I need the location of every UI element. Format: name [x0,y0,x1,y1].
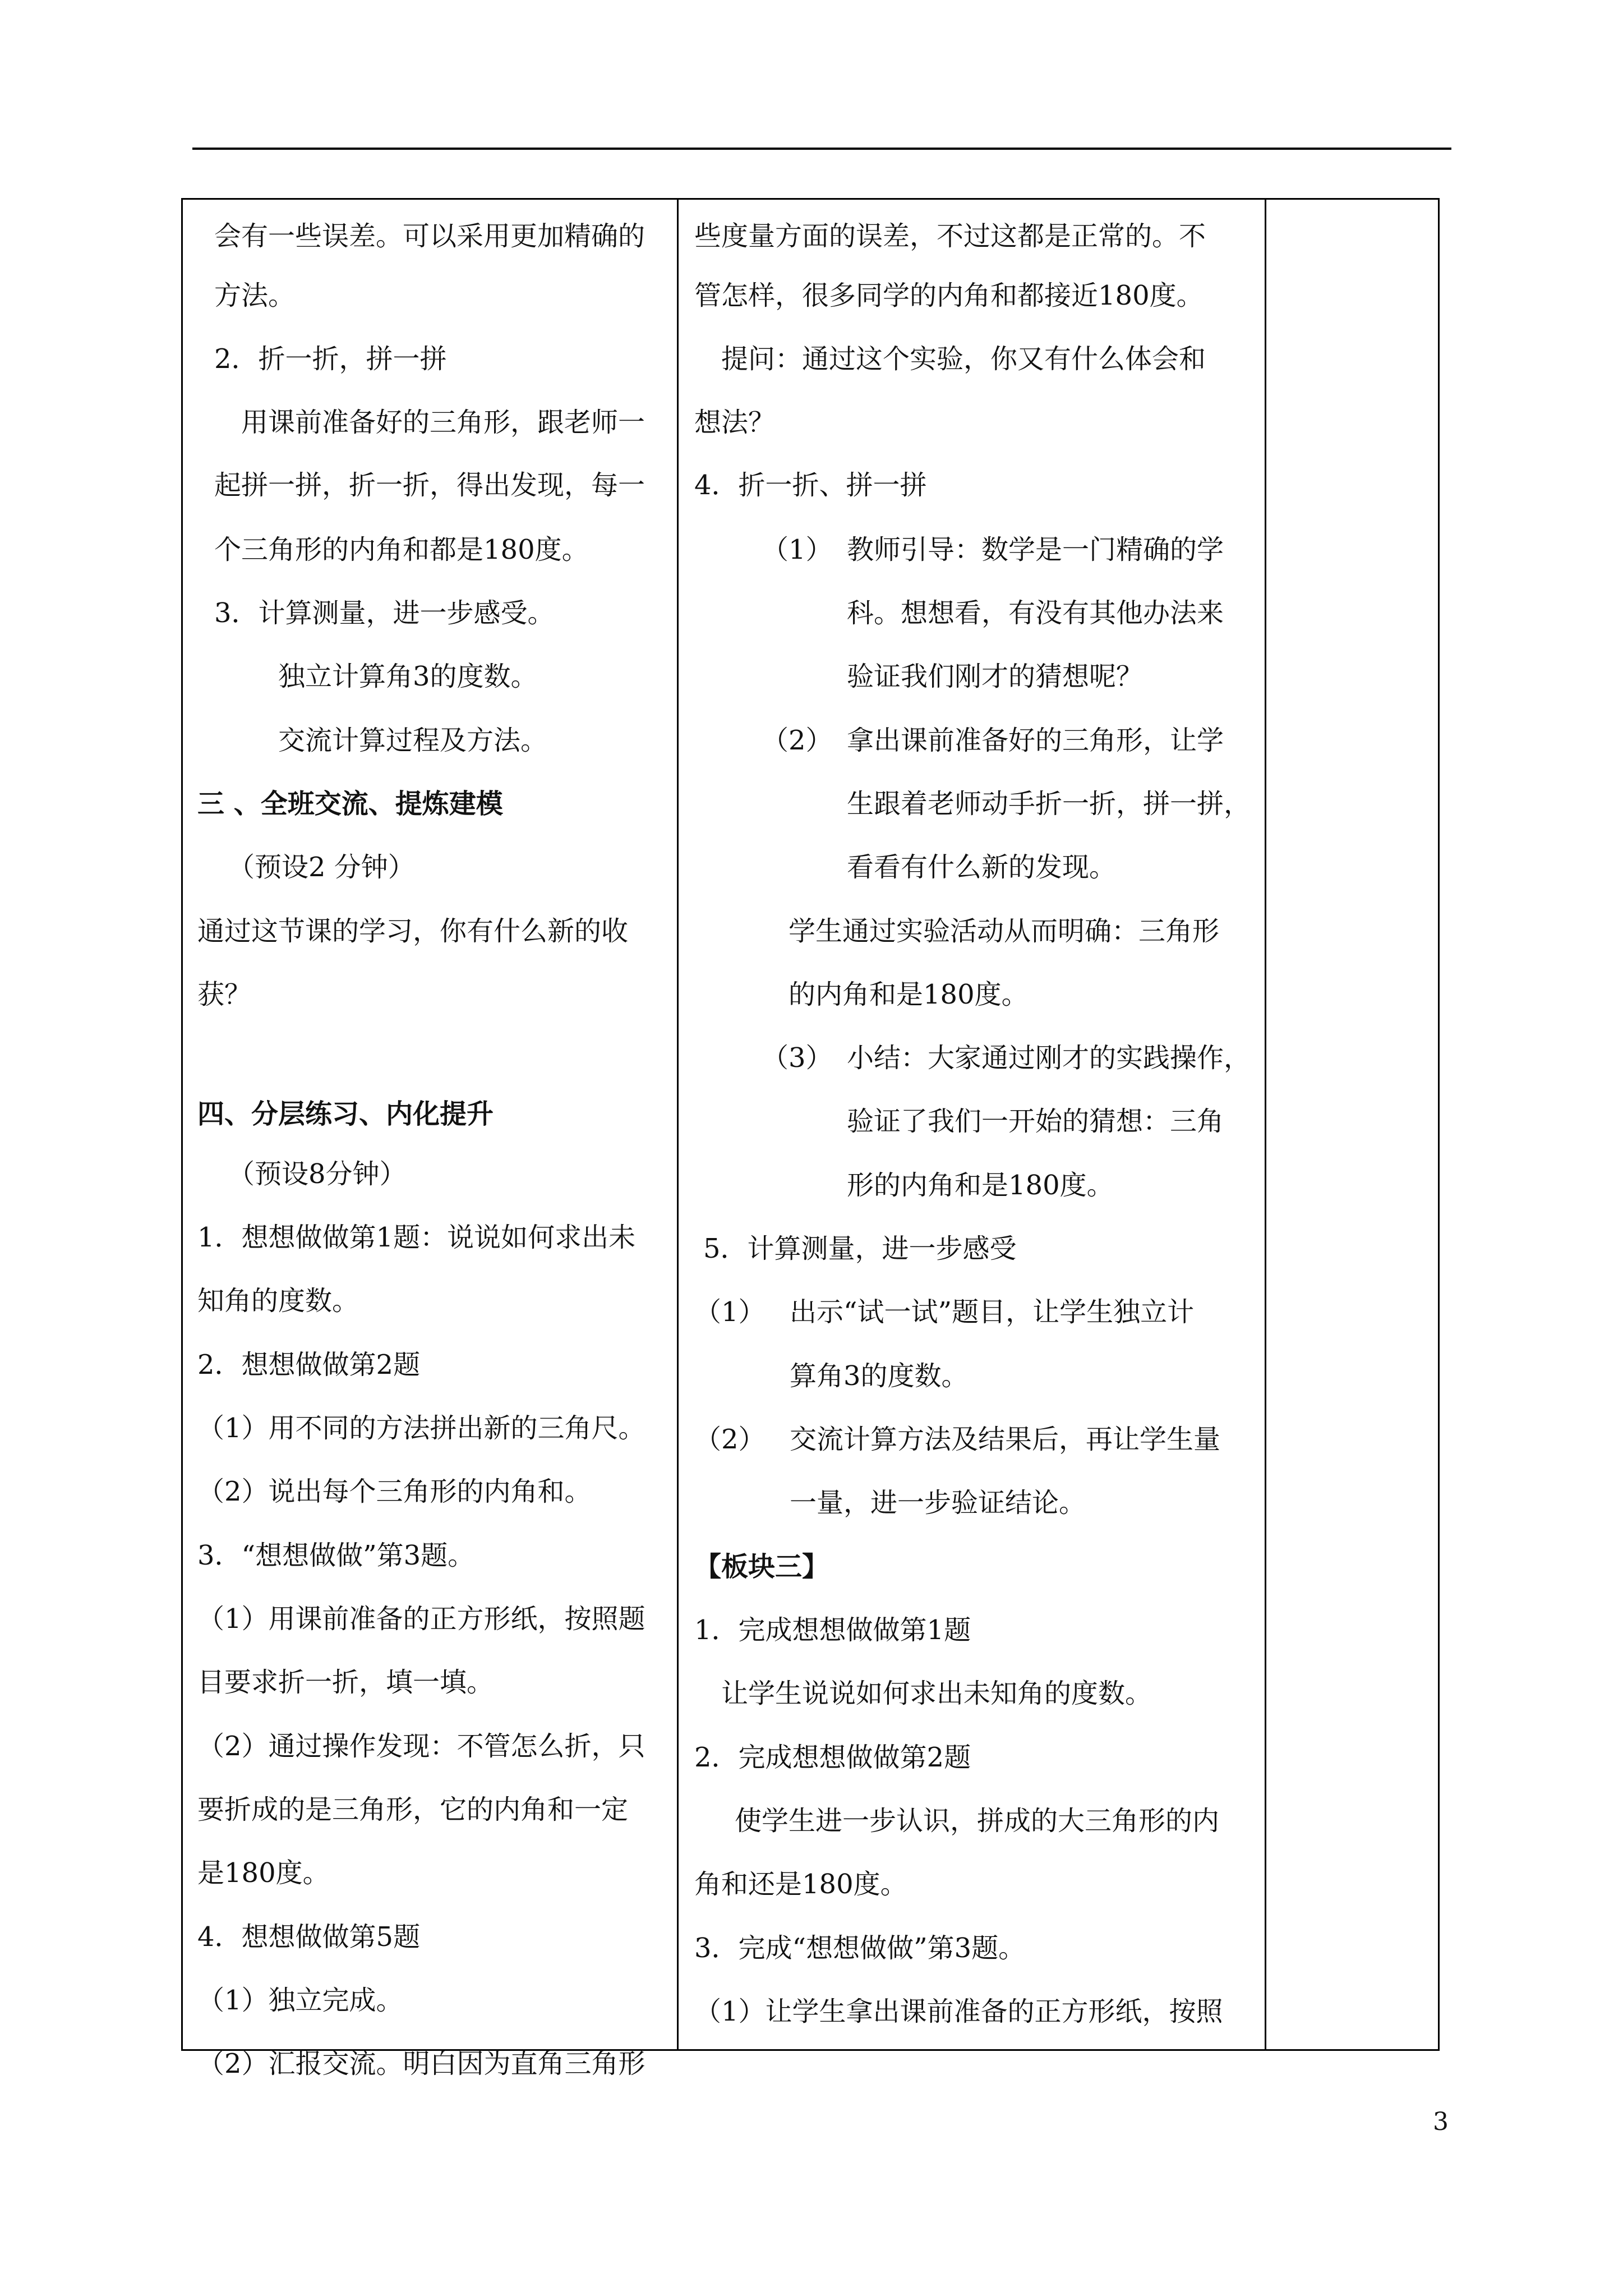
text-line: 的内角和是180度。 [789,979,1029,1010]
text-line: 拿出课前准备好的三角形，让学 [847,725,1224,756]
text-line: 独立计算角3的度数。 [278,661,538,692]
text-line: 3．完成“想想做做”第3题。 [694,1932,1026,1964]
text-line: 算角3的度数。 [790,1360,969,1392]
teacher-activity-column [679,198,1264,2051]
text-line: 想法？ [694,407,776,438]
text-line: 起拼一拼，折一折，得出发现，每一 [214,470,645,501]
text-line: 学生通过实验活动从而明确：三角形 [789,915,1220,947]
text-line: 3．“想想做做”第3题。 [197,1540,475,1571]
list-marker: （2） [694,1424,766,1455]
text-line: 会有一些误差。可以采用更加精确的 [214,220,645,252]
text-line: 1．完成想想做做第1题 [694,1614,971,1646]
text-line: （2）说出每个三角形的内角和。 [197,1476,592,1507]
notes-column [1266,198,1438,2051]
text-line: （2）汇报交流。明白因为直角三角形 [197,2048,645,2079]
text-line: （2）通过操作发现：不管怎么折，只 [197,1731,645,1762]
text-line: 让学生说说如何求出未知角的度数。 [721,1678,1152,1709]
text-line: 方法。 [214,280,296,311]
page-number: 3 [1433,2108,1449,2136]
text-line: 获？ [197,979,252,1010]
text-line: 出示“试一试”题目，让学生独立计 [790,1296,1195,1328]
list-marker: （2） [762,725,833,756]
text-line: 提问：通过这个实验，你又有什么体会和 [721,343,1206,375]
list-marker: （1） [694,1296,766,1328]
text-line: 4．想想做做第5题 [197,1921,421,1953]
text-line: 个三角形的内角和都是180度。 [214,534,589,565]
text-line: 4．折一折、拼一拼 [694,470,927,501]
text-line: 5．计算测量，进一步感受 [703,1233,1017,1264]
header-rule [192,148,1451,150]
text-line: 知角的度数。 [197,1285,359,1317]
text-line: 交流计算方法及结果后，再让学生量 [790,1424,1221,1455]
section-heading: 三 、全班交流、提炼建模 [197,788,503,820]
text-line: 些度量方面的误差，不过这都是正常的。不 [694,220,1206,252]
text-line: 2．折一折，拼一拼 [214,343,447,375]
text-line: （1）独立完成。 [197,1985,403,2016]
text-line: 要折成的是三角形，它的内角和一定 [197,1794,629,1825]
student-activity-column [183,198,676,2079]
text-line: （1）让学生拿出课前准备的正方形纸，按照 [694,1996,1223,2027]
text-line: 验证我们刚才的猜想呢？ [847,661,1144,692]
section-heading: 【板块三】 [694,1551,829,1582]
text-line: 角和还是180度。 [694,1869,907,1900]
text-line: 2．想想做做第2题 [197,1349,421,1381]
text-line: 是180度。 [197,1857,330,1889]
text-line: 一量，进一步验证结论。 [790,1487,1086,1519]
text-line: 1．想想做做第1题：说说如何求出未 [197,1222,636,1253]
text-line: 教师引导：数学是一门精确的学 [847,534,1224,565]
text-line: 目要求折一折，填一填。 [197,1667,494,1698]
list-marker: （3） [762,1042,833,1074]
text-line: 看看有什么新的发现。 [847,852,1117,883]
text-line: 管怎样，很多同学的内角和都接近180度。 [694,280,1204,311]
text-line: （预设8分钟） [228,1158,407,1190]
text-line: 通过这节课的学习，你有什么新的收 [197,915,629,947]
text-line: 小结：大家通过刚才的实践操作， [847,1042,1251,1074]
text-line: 形的内角和是180度。 [847,1170,1114,1201]
text-line: （1）用不同的方法拼出新的三角尺。 [197,1412,645,1444]
text-line: （1）用课前准备的正方形纸，按照题 [197,1603,645,1635]
section-heading: 四、分层练习、内化提升 [197,1098,494,1130]
text-line: 2．完成想想做做第2题 [694,1742,971,1773]
text-line: 科。想想看，有没有其他办法来 [847,597,1224,629]
text-line: 交流计算过程及方法。 [278,725,548,756]
text-line: 使学生进一步认识，拼成的大三角形的内 [735,1805,1220,1837]
text-line: 生跟着老师动手折一折，拼一拼， [847,788,1251,820]
text-line: 验证了我们一开始的猜想：三角 [847,1106,1224,1137]
text-line: （预设2 分钟） [228,852,415,883]
text-line: 3．计算测量，进一步感受。 [214,597,555,629]
list-marker: （1） [762,534,833,565]
text-line: 用课前准备好的三角形，跟老师一 [241,407,645,438]
